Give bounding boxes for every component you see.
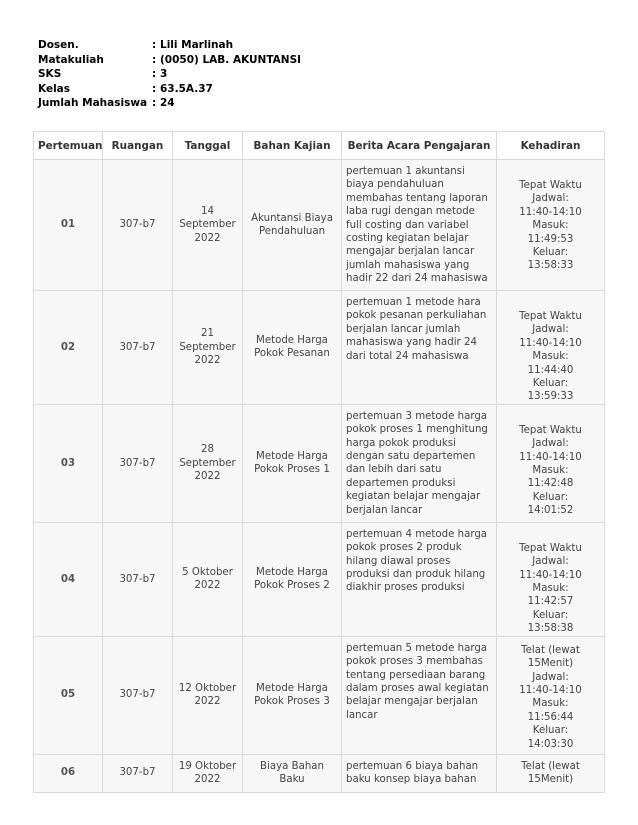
kehadiran-line: Jadwal: — [532, 324, 569, 336]
bahan-line: Biaya Bahan — [260, 760, 324, 772]
tanggal-line: 2022 — [194, 774, 221, 786]
berita-line: tentang persediaan barang — [346, 669, 486, 681]
bahan-line: Metode Harga — [256, 682, 328, 694]
cell-kehadiran — [497, 754, 605, 792]
cell-kehadiran — [497, 404, 605, 522]
berita-line: jumlah mahasiswa yang — [346, 259, 470, 271]
kehadiran-line: Tepat Waktu — [519, 542, 582, 554]
berita-line: pokok proses 2 produk — [346, 542, 462, 554]
berita-line: pertemuan 6 biaya bahan — [346, 760, 479, 772]
kehadiran-line: Jadwal: — [532, 671, 569, 683]
cell-pertemuan: 04 — [34, 522, 103, 636]
cell-ruangan: 307-b7 — [103, 404, 173, 522]
cell-kehadiran — [497, 160, 605, 291]
berita-line: dari total 24 mahasiswa — [346, 350, 469, 362]
attendance-table — [33, 131, 605, 793]
kehadiran-line: Keluar: — [532, 247, 569, 259]
kehadiran-line: 14:01:52 — [527, 505, 574, 517]
info-separator: : — [152, 97, 157, 109]
table-row — [34, 291, 605, 405]
kehadiran-line: Tepat Waktu — [519, 180, 582, 191]
berita-line: departemen produksi — [346, 477, 456, 489]
cell-berita-acara — [342, 404, 497, 522]
kehadiran-line: Jadwal: — [532, 193, 569, 205]
cell-pertemuan: 05 — [34, 636, 103, 754]
berita-line: biaya pendahuluan — [346, 179, 444, 191]
berita-line: full costing dan variabel — [346, 219, 469, 231]
cell-tanggal — [173, 754, 243, 792]
cell-berita-acara — [342, 160, 497, 291]
kehadiran-line: 11:44:40 — [527, 364, 574, 376]
bahan-line: Metode Harga — [256, 566, 328, 578]
berita-line: mengajar berjalan lancar — [346, 246, 475, 258]
kehadiran-line: 11:56:44 — [527, 711, 574, 723]
berita-line: harga pokok produksi — [346, 437, 456, 449]
berita-line: mahasiswa yang hadir 24 — [346, 337, 477, 349]
cell-tanggal — [173, 522, 243, 636]
cell-bahan-kajian — [243, 291, 342, 405]
berita-line: pokok pesanan perkuliahan — [346, 310, 487, 322]
tanggal-line: 12 Oktober — [178, 682, 237, 694]
kehadiran-line: 11:40-14:10 — [519, 337, 582, 349]
col-header-berita-acara: Berita Acara Pengajaran — [342, 132, 497, 160]
kehadiran-line: Jadwal: — [532, 556, 569, 568]
cell-berita-acara — [342, 291, 497, 405]
table-row — [34, 636, 605, 754]
berita-line: dalam proses awal kegiatan — [346, 682, 489, 694]
kehadiran-line: Telat (lewat — [521, 760, 580, 772]
kehadiran-line: 13:58:38 — [527, 623, 574, 635]
bahan-line: Pokok Proses 2 — [254, 580, 330, 592]
berita-line: membahas tentang laporan — [346, 192, 488, 204]
info-separator: : — [152, 68, 157, 80]
cell-ruangan: 307-b7 — [103, 636, 173, 754]
berita-line: kegiatan belajar mengajar — [346, 491, 481, 503]
cell-pertemuan: 06 — [34, 754, 103, 792]
info-value: 24 — [160, 97, 175, 109]
kehadiran-line: 11:40-14:10 — [519, 569, 582, 581]
bahan-line: Akuntansi Biaya — [251, 212, 333, 224]
kehadiran-line: Masuk: — [532, 465, 569, 477]
kehadiran-line: 13:59:33 — [527, 391, 574, 403]
berita-line: diakhir proses produksi — [346, 582, 465, 594]
kehadiran-line: 11:42:57 — [527, 596, 574, 608]
cell-bahan-kajian — [243, 404, 342, 522]
berita-line: baku konsep biaya bahan — [346, 774, 477, 786]
kehadiran-line: Keluar: — [532, 491, 569, 503]
cell-bahan-kajian — [243, 636, 342, 754]
berita-line: pertemuan 3 metode harga — [346, 410, 488, 422]
berita-line: pertemuan 1 metode hara — [346, 297, 481, 308]
kehadiran-line: Masuk: — [532, 583, 569, 595]
tanggal-line: 21 — [201, 328, 214, 340]
berita-line: costing kegiatan belajar — [346, 233, 469, 245]
info-label: SKS — [38, 68, 62, 80]
info-label: Jumlah Mahasiswa — [38, 97, 148, 109]
cell-ruangan: 307-b7 — [103, 160, 173, 291]
bahan-line: Pokok Proses 3 — [254, 696, 330, 708]
tanggal-line: 28 — [201, 444, 214, 456]
info-separator: : — [152, 39, 157, 51]
berita-line: laba rugi dengan metode — [346, 206, 475, 218]
kehadiran-line: 11:40-14:10 — [519, 206, 582, 218]
bahan-line: Pokok Pesanan — [254, 348, 330, 360]
table-row — [34, 160, 605, 291]
cell-berita-acara — [342, 522, 497, 636]
info-separator: : — [152, 53, 157, 66]
berita-line: produksi dan produk hilang — [346, 569, 486, 581]
cell-pertemuan: 03 — [34, 404, 103, 522]
cell-pertemuan: 02 — [34, 291, 103, 405]
tanggal-line: September — [179, 341, 236, 353]
info-value: 63.5A.37 — [160, 82, 213, 95]
info-row — [38, 82, 301, 97]
kehadiran-line: 14:03:30 — [527, 738, 574, 750]
berita-line: pertemuan 1 akuntansi — [346, 166, 465, 177]
tanggal-line: 14 — [201, 205, 214, 217]
info-value: 3 — [160, 68, 168, 80]
tanggal-line: September — [179, 219, 236, 231]
table-row — [34, 522, 605, 636]
cell-berita-acara — [342, 754, 497, 792]
berita-line: berjalan lancar jumlah — [346, 323, 461, 335]
cell-bahan-kajian — [243, 160, 342, 291]
kehadiran-line: Tepat Waktu — [519, 424, 582, 436]
kehadiran-line: 11:42:48 — [527, 478, 574, 490]
tanggal-line: 2022 — [194, 232, 221, 244]
cell-kehadiran — [497, 522, 605, 636]
kehadiran-line: Masuk: — [532, 351, 569, 363]
cell-ruangan: 307-b7 — [103, 522, 173, 636]
course-info — [38, 38, 301, 111]
col-header-ruangan: Ruangan — [103, 132, 173, 160]
cell-ruangan: 307-b7 — [103, 291, 173, 405]
table-header-row — [34, 132, 605, 160]
col-header-tanggal: Tanggal — [173, 132, 243, 160]
info-label: Matakuliah — [38, 53, 104, 66]
cell-berita-acara — [342, 636, 497, 754]
kehadiran-line: Jadwal: — [532, 438, 569, 450]
tanggal-line: 2022 — [194, 696, 221, 708]
info-value: (0050) LAB. AKUNTANSI — [160, 53, 302, 66]
cell-tanggal — [173, 404, 243, 522]
cell-kehadiran — [497, 636, 605, 754]
kehadiran-line: Masuk: — [532, 698, 569, 710]
kehadiran-line: 13:58:33 — [527, 260, 574, 272]
kehadiran-line: 15Menit) — [527, 658, 574, 670]
info-separator: : — [152, 82, 157, 95]
berita-line: pokok proses 1 menghitung — [346, 424, 488, 436]
info-row — [38, 67, 301, 82]
kehadiran-line: Masuk: — [532, 220, 569, 232]
berita-line: hilang diawal proses — [346, 555, 451, 567]
info-row — [38, 53, 301, 68]
tanggal-line: 2022 — [194, 471, 221, 483]
tanggal-line: September — [179, 457, 236, 469]
kehadiran-line: 15Menit) — [527, 774, 574, 786]
bahan-line: Metode Harga — [256, 335, 328, 347]
berita-line: pertemuan 5 metode harga — [346, 642, 488, 654]
cell-kehadiran — [497, 291, 605, 405]
kehadiran-line: 11:49:53 — [527, 233, 574, 245]
tanggal-line: 2022 — [194, 580, 221, 592]
cell-tanggal — [173, 160, 243, 291]
berita-line: belajar mengajar berjalan — [346, 696, 478, 708]
col-header-pertemuan: Pertemuan — [34, 132, 103, 160]
berita-line: lancar — [346, 709, 378, 721]
kehadiran-line: Keluar: — [532, 609, 569, 621]
info-row — [38, 38, 301, 53]
kehadiran-line: Keluar: — [532, 378, 569, 390]
bahan-line: Baku — [279, 774, 305, 786]
berita-line: pertemuan 4 metode harga — [346, 528, 488, 540]
kehadiran-line: Tepat Waktu — [519, 311, 582, 322]
table-row — [34, 754, 605, 792]
bahan-line: Pokok Proses 1 — [254, 464, 330, 476]
bahan-line: Pendahuluan — [258, 226, 326, 237]
berita-line: hadir 22 dari 24 mahasiswa — [346, 273, 488, 285]
kehadiran-line: 11:40-14:10 — [519, 684, 582, 696]
berita-line: berjalan lancar — [346, 504, 423, 516]
info-value: Lili Marlinah — [160, 39, 234, 51]
cell-tanggal — [173, 291, 243, 405]
info-label: Kelas — [38, 82, 71, 95]
cell-pertemuan: 01 — [34, 160, 103, 291]
kehadiran-line: Keluar: — [532, 725, 569, 737]
tanggal-line: 19 Oktober — [178, 760, 237, 772]
berita-line: dan lebih dari satu — [346, 464, 442, 476]
berita-line: pokok proses 3 membahas — [346, 656, 483, 668]
berita-line: dengan satu departemen — [346, 451, 476, 463]
col-header-bahan-kajian: Bahan Kajian — [243, 132, 342, 160]
kehadiran-line: 11:40-14:10 — [519, 451, 582, 463]
cell-tanggal — [173, 636, 243, 754]
col-header-kehadiran: Kehadiran — [497, 132, 605, 160]
tanggal-line: 2022 — [194, 355, 221, 367]
info-row — [38, 96, 301, 111]
bahan-line: Metode Harga — [256, 450, 328, 462]
cell-bahan-kajian — [243, 522, 342, 636]
kehadiran-line: Telat (lewat — [521, 644, 580, 656]
cell-ruangan: 307-b7 — [103, 754, 173, 792]
info-label: Dosen. — [38, 39, 79, 51]
table-row — [34, 404, 605, 522]
cell-bahan-kajian — [243, 754, 342, 792]
tanggal-line: 5 Oktober — [182, 566, 233, 578]
